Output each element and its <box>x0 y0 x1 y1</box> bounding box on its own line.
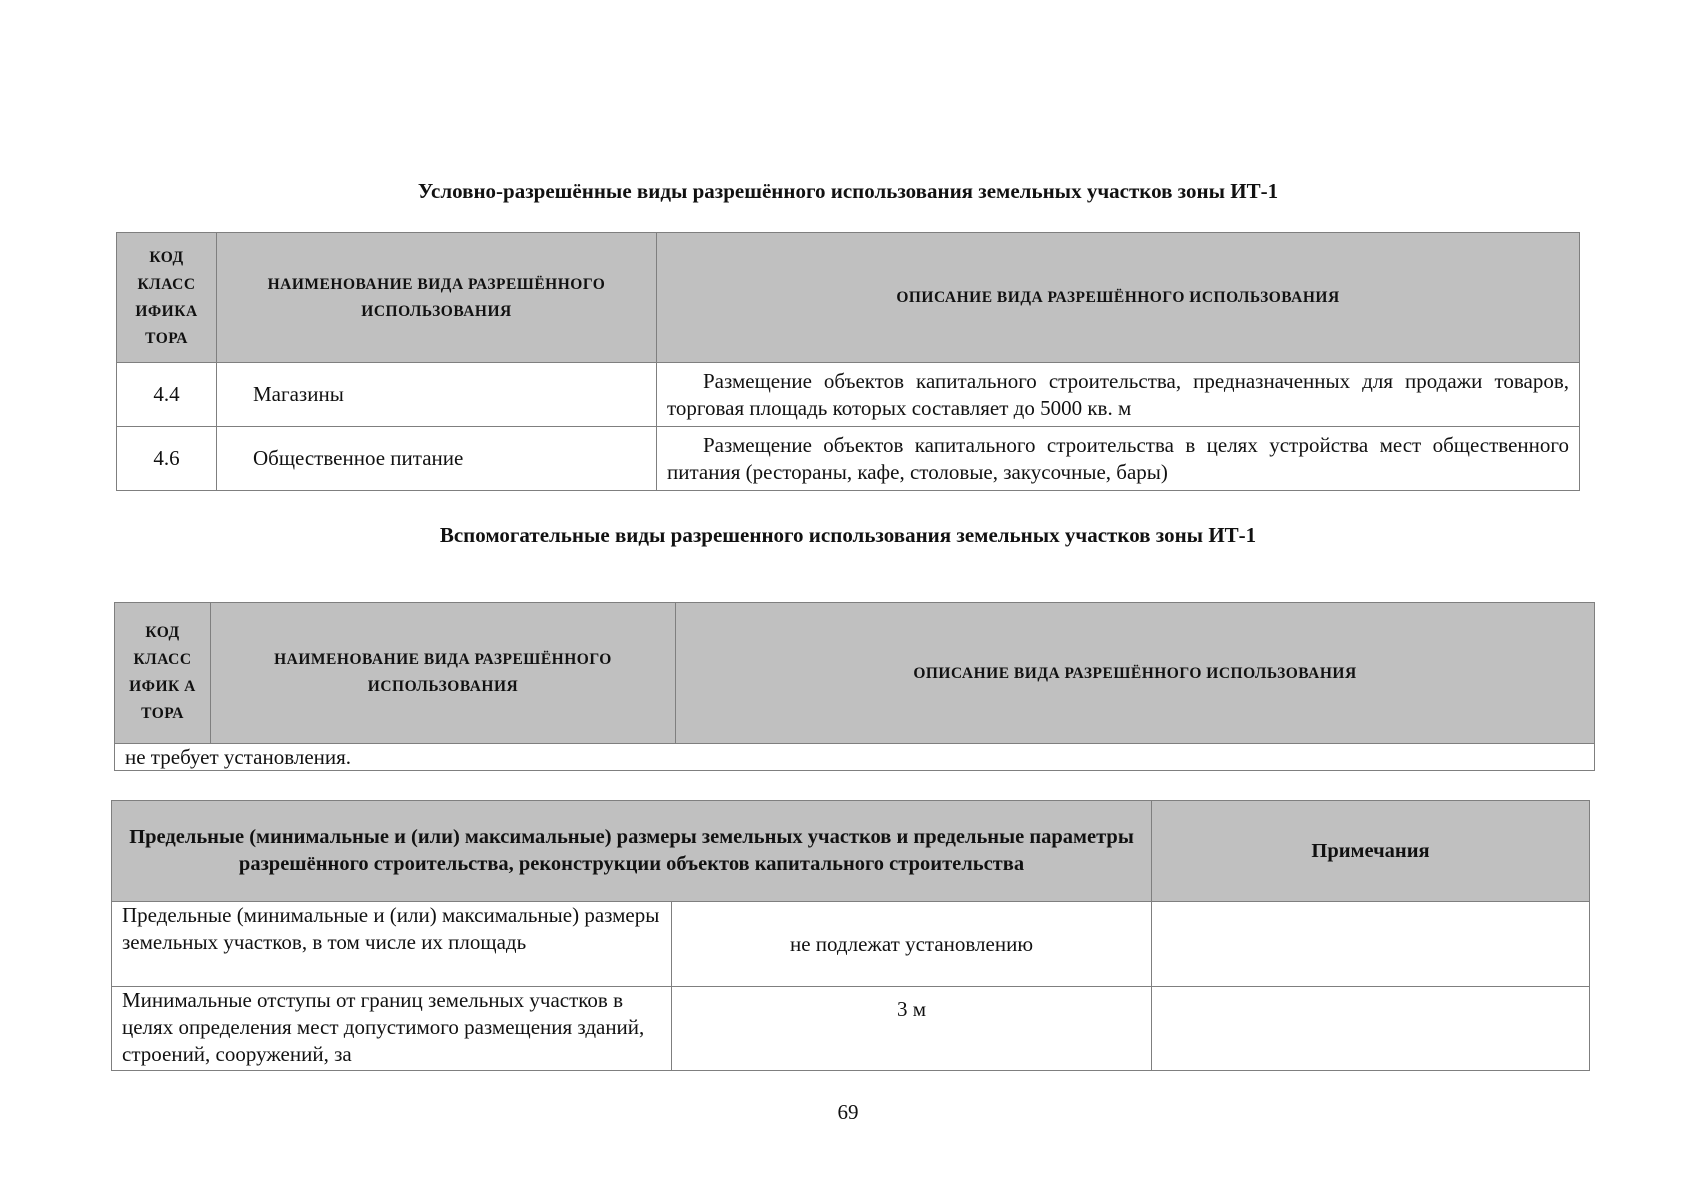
row-name: Общественное питание <box>217 427 657 491</box>
param-name: Предельные (минимальные и (или) максимальные) размеры земельных участков, в том числе их площадь <box>112 902 672 987</box>
param-name: Минимальные отступы от границ земельных участков в целях определения мест допустимого размещения зданий, строений, сооружений, за <box>112 987 672 1071</box>
row-description: Размещение объектов капитального строительства в целях устройства мест общественного питания (рестораны, кафе, столовые, закусочные, бары) <box>657 427 1580 491</box>
table-header-row <box>115 603 1595 744</box>
row-name: Магазины <box>217 363 657 427</box>
parameters-table <box>111 800 1590 1071</box>
auxiliary-uses-table <box>114 602 1595 771</box>
table-row <box>112 902 1590 987</box>
header-code: КОД КЛАСС ИФИК А ТОРА <box>115 603 211 744</box>
table-row <box>117 363 1580 427</box>
section2-title: Вспомогательные виды разрешенного использования земельных участков зоны ИТ-1 <box>439 523 1257 547</box>
table-row <box>117 427 1580 491</box>
not-required-note: не требует установления. <box>115 744 1595 771</box>
header-description: ОПИСАНИЕ ВИДА РАЗРЕШЁННОГО ИСПОЛЬЗОВАНИЯ <box>657 233 1580 363</box>
section1-title: Условно-разрешённые виды разрешённого использования земельных участков зоны ИТ-1 <box>417 179 1279 203</box>
param-note <box>1152 902 1590 987</box>
param-value: 3 м <box>672 987 1152 1071</box>
table-row <box>115 744 1595 771</box>
permitted-uses-table <box>116 232 1580 491</box>
row-description: Размещение объектов капитального строительства, предназначенных для продажи товаров, торговая площадь которых составляет до 5000 кв. м <box>657 363 1580 427</box>
page-number: 69 <box>837 1100 859 1124</box>
header-code: КОД КЛАСС ИФИКА ТОРА <box>117 233 217 363</box>
param-value: не подлежат установлению <box>672 902 1152 987</box>
header-name: НАИМЕНОВАНИЕ ВИДА РАЗРЕШЁННОГО ИСПОЛЬЗОВАНИЯ <box>217 233 657 363</box>
row-code: 4.4 <box>117 363 217 427</box>
header-description: ОПИСАНИЕ ВИДА РАЗРЕШЁННОГО ИСПОЛЬЗОВАНИЯ <box>676 603 1595 744</box>
header-notes: Примечания <box>1152 801 1590 902</box>
row-code: 4.6 <box>117 427 217 491</box>
table-row <box>112 987 1590 1071</box>
table-header-row <box>112 801 1590 902</box>
header-name: НАИМЕНОВАНИЕ ВИДА РАЗРЕШЁННОГО ИСПОЛЬЗОВАНИЯ <box>211 603 676 744</box>
table-header-row <box>117 233 1580 363</box>
param-note <box>1152 987 1590 1071</box>
header-parameters: Предельные (минимальные и (или) максимальные) размеры земельных участков и предельные параметры разрешённого строительства, реконструкции объектов капитального строительства <box>112 801 1152 902</box>
